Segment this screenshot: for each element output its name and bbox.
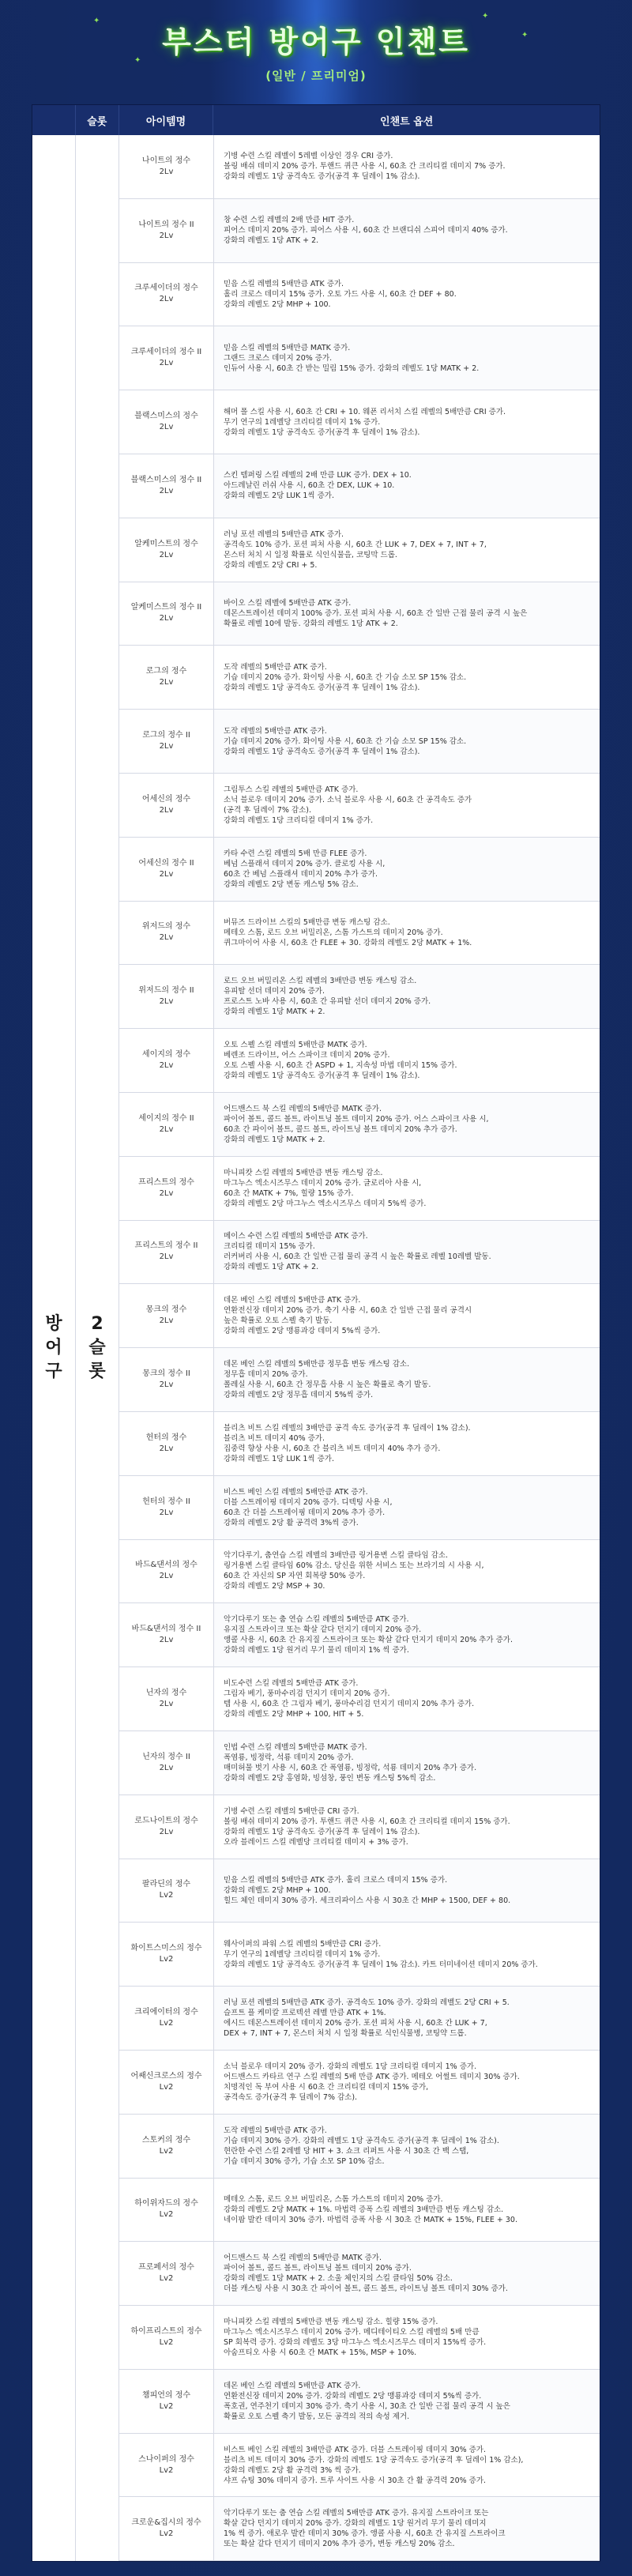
- item-name: 프리스트의 정수: [138, 1177, 194, 1187]
- item-name: 어세신의 정수 II: [138, 858, 194, 868]
- page-header: [0, 0, 632, 89]
- sparkle-icon: ✦: [482, 12, 489, 21]
- item-level: 2Lv: [159, 550, 174, 559]
- item-level: Lv2: [159, 2274, 174, 2284]
- enchant-option: 버뮤즈 드라이브 스킬의 5배만큼 변동 캐스팅 감소. 메테오 스톰, 로드 오브 버밀리온, 스톰 가스트의 데미지 20% 증가. 퀴그마이어 사용 시, 60초 간 FLEE + 30. 강화의 레벨도 2당 MATK + 1%.: [224, 917, 472, 947]
- enchant-option: 러닝 포션 레벨의 5배만큼 ATK 증가. 공격속도 10% 증가. 강화의 레벨도 2당 CRI + 5. 슬프트 플 케미칼 프로텍션 레벨 만큼 ATK + 1%. 에시드 데몬스트레이션 데미지 20% 증가. 포션 피처 사용 시, 60초 간 LUK + 7, DEX + 7, INT + 7, 몬스터 처치 시 일정 확률로 식인식물병, 코팅약 드롭.: [214, 1987, 600, 2050]
- enchant-option: 마니피캇 스킬 레벨의 5배만큼 변동 캐스팅 감소. 힐량 15% 증가. 마그누스 엑소시즈무스 데미지 20% 증가. 메디테이티오 스킬 레벨의 5배 만큼 SP 회복력 증가. 강화의 레벨도 3당 마그누스 엑소시즈무스 데미지 15%씩 증가. 아숨프티오 사용 시 60초 간 MATK + 15%, MSP + 10%.: [224, 2317, 487, 2357]
- table-row: [119, 902, 600, 966]
- item-name-cell: [119, 2242, 214, 2305]
- table-row: [119, 1348, 600, 1412]
- enchant-option: 믿음 스킬 레벨의 5배만큼 MATK 증가. 그랜드 크로스 데미지 20% 증가. 인듀어 사용 시, 60초 간 받는 밀림 15% 증가. 강화의 레벨도 1당 MATK + 2.: [214, 326, 600, 390]
- item-name-cell: [119, 1476, 214, 1539]
- table-row: [119, 838, 600, 902]
- item-level: 2Lv: [159, 1827, 174, 1836]
- item-level: Lv2: [159, 2401, 174, 2411]
- item-level: 2Lv: [159, 614, 174, 623]
- enchant-option: 데몬 베인 스킬 레벨의 5배만큼 ATK 증가. 연환전신장 데미지 20% 증가. 강화의 레벨도 2당 맹룡과강 데미지 5%씩 증가. 폭호권, 연주천기 데미지 30% 증가. 축기 사용 시, 30초 간 일반 근접 물리 공격 시 높은 확률로 오토 스펠 축기 발동, 모든 공격의 적의 속성 제거.: [214, 2370, 600, 2433]
- item-level: 2Lv: [159, 1124, 174, 1134]
- table-row: [119, 2434, 600, 2498]
- item-level: 2Lv: [159, 1316, 174, 1326]
- item-level: 2Lv: [159, 1700, 174, 1709]
- item-name: 알케미스트의 정수: [134, 539, 198, 548]
- table-row: [119, 710, 600, 774]
- item-name: 알케미스트의 정수 II: [130, 603, 202, 612]
- enchant-option: 데몬 베인 스킬 레벨의 5배만큼 정무흡 변동 캐스팅 감소. 정무흡 데미지 20% 증가. 폴레실 사용 시, 60초 간 정무흡 사용 시 높은 확률로 축기 발동. 강화의 레벨도 2당 정무흡 데미지 5%씩 증가.: [214, 1348, 600, 1411]
- table-body: [32, 135, 600, 2561]
- item-name-cell: [119, 774, 214, 837]
- item-level: Lv2: [159, 2529, 174, 2539]
- item-level: 2Lv: [159, 423, 174, 432]
- table-header-slot: 슬롯: [76, 105, 119, 135]
- item-name-cell: [119, 2179, 214, 2242]
- table-row: [119, 1603, 600, 1667]
- item-name: 프로페서의 정수: [138, 2263, 194, 2273]
- enchant-option: 데몬 베인 스킬 레벨의 5배만큼 ATK 증가. 연환전신장 데미지 20% 증가. 축기 사용 시, 60초 간 일반 근접 물리 공격시 높은 확률로 오토 스펠 축기 발동. 강화의 레벨도 2당 맹룡과강 데미지 5%씩 증가.: [224, 1296, 472, 1336]
- item-name-cell: [119, 1987, 214, 2050]
- table-header-item-name: 아이템명: [119, 105, 214, 135]
- table-row: [119, 1667, 600, 1731]
- enchant-option: 비스트 베인 스킬 레벨의 3배만큼 ATK 증가. 더블 스트레이핑 데미지 30% 증가. 블리츠 비트 데미지 30% 증가. 강화의 레벨도 1당 공격속도 증가(공격 후 딜레이 1% 감소), 강화의 레벨도 2당 활 공격력 3% 씩 증가. 샤프 슈팅 30% 데미지 증가. 트루 사이트 사용 시 30초 간 활 공격력 20% 증가.: [224, 2445, 524, 2485]
- item-name: 로그의 정수 II: [142, 731, 190, 740]
- item-name-cell: [119, 2115, 214, 2178]
- table-header-row: [32, 105, 600, 135]
- table-row: [119, 1093, 600, 1157]
- enchant-option: 도작 레벨의 5배만큼 ATK 증가. 기습 데미지 20% 증가. 화이팅 사용 시, 60초 간 기습 소모 SP 15% 감소. 강화의 레벨도 1당 공격속도 증가(공격 후 딜레이 1% 감소).: [214, 710, 600, 773]
- item-level: 2Lv: [159, 1380, 174, 1390]
- enchant-option: 어드밴스드 북 스킬 레벨의 5배만큼 MATK 증가. 파이어 볼트, 콜드 볼트, 라이트닝 볼트 데미지 20% 증가. 강화의 레벨도 1당 MATK + 2. 소울 체인지의 스킬 클타임 50% 감소. 더블 캐스팅 사용 시 30초 간 파이어 볼트, 콜드 볼트, 라이트닝 볼트 데미지 30% 증가.: [214, 2242, 600, 2305]
- table-row: [119, 263, 600, 327]
- item-name: 몽크의 정수 II: [142, 1369, 190, 1379]
- item-name-cell: [119, 1859, 214, 1923]
- item-name: 바드&댄서의 정수 II: [131, 1625, 201, 1634]
- table-row: [119, 1731, 600, 1795]
- item-name: 어쌔신크로스의 정수: [130, 2071, 202, 2081]
- table-row: [119, 1859, 600, 1923]
- item-name: 나이트의 정수: [141, 156, 191, 165]
- item-name: 헌터의 정수 II: [142, 1497, 190, 1506]
- enchant-option: 그림투스 스킬 레벨의 5배만큼 ATK 증가. 소닉 블로우 데미지 20% 증가. 소닉 블로우 사용 시, 60초 간 공격속도 증가 (공격 후 딜레이 7% 감소). 강화의 레벨도 1당 크리티컬 데미지 1% 증가.: [224, 785, 472, 825]
- table-row: [119, 774, 600, 838]
- slot-cell: [76, 135, 119, 2561]
- table-row: [119, 2497, 600, 2561]
- item-name: 크로운&집시의 정수: [131, 2518, 201, 2528]
- table-row: [119, 454, 600, 518]
- item-name: 바드&댄서의 정수: [135, 1561, 198, 1570]
- enchant-table: [32, 104, 600, 2562]
- enchant-option: 로드 오브 버밀리온 스킬 레벨의 3배만큼 변동 캐스팅 감소. 유피탈 선더 데미지 20% 증가. 프로스트 노바 사용 시, 60초 간 유피탈 선더 데미지 20% 증가. 강화의 레벨도 1당 MATK + 2.: [214, 965, 600, 1028]
- enchant-option: 도작 레벨의 5배만큼 ATK 증가. 기습 데미지 30% 증가. 강화의 레벨도 1당 공격속도 증가(공격 후 딜레이 1% 감소). 현란한 수련 스킬 2레벨 당 HIT + 3. 쇼크 리퍼트 사용 시 30초 간 백 스탭, 기습 데미지 30% 증가, 기습 소모 SP 10% 감소.: [214, 2115, 600, 2178]
- table-row: [119, 1284, 600, 1348]
- item-name: 챔피언의 정수: [141, 2390, 191, 2400]
- table-row: [119, 1221, 600, 1285]
- enchant-option: 러닝 포션 레벨의 5배만큼 ATK 증가. 공격속도 10% 증가. 포션 피처 사용 시, 60초 간 LUK + 7, DEX + 7, INT + 7, 몬스터 처치 시 일정 확률로 식인식물을, 코팅막 드롭. 강화의 레벨도 2당 CRI + 5.: [224, 529, 487, 570]
- equipment-type-label: 방 어 구: [45, 1314, 62, 1381]
- enchant-option: 웨사이퍼의 파워 스킬 레벨의 5배만큼 CRI 증가. 무기 연구의 1레벨당 크리티컬 데미지 1% 증가. 강화의 레벨도 1당 공격속도 증가(공격 후 딜레이 1% 감소). 카트 터미네이션 데미지 20% 증가.: [224, 1939, 538, 1969]
- sparkle-icon: ✦: [134, 56, 141, 65]
- item-level: 2Lv: [159, 167, 174, 176]
- item-name-cell: [119, 1157, 214, 1220]
- item-name: 크루세이더의 정수 II: [130, 348, 202, 357]
- table-row: [119, 1540, 600, 1604]
- table-row: [119, 1157, 600, 1221]
- page-subtitle: (일반 / 프리미엄): [265, 69, 367, 83]
- enchant-option: 소닉 블로우 데미지 20% 증가. 강화의 레벨도 1당 크리티컬 데미지 1% 증가. 어드밴스드 카타르 연구 스킬 레벨의 5배 만큼 ATK 증가. 메테오 어썰트 데미지 30% 증가. 치명적인 독 부여 사용 시 60초 간 크리티컬 데미지 15% 증가, 공격속도 증가(공격 후 딜레이 7% 감소).: [224, 2062, 520, 2102]
- item-name-cell: [119, 582, 214, 646]
- item-level: 2Lv: [159, 678, 174, 687]
- item-level: Lv2: [159, 2337, 174, 2347]
- item-name: 화이트스미스의 정수: [130, 1944, 202, 1953]
- item-level: Lv2: [159, 2146, 174, 2156]
- item-name: 블랙스미스의 정수: [134, 412, 198, 421]
- item-name-cell: [119, 1029, 214, 1092]
- enchant-option: 바이오 스킬 레벨에 5배만큼 ATK 증가. 데몬스트레이션 데미지 100% 증가. 포션 피처 사용 시, 60초 간 일반 근접 물리 공격 시 높은 확률로 레벨 10에 발동. 강화의 레벨도 1당 ATK + 2.: [214, 582, 600, 646]
- item-level: 2Lv: [159, 1188, 174, 1198]
- item-name-cell: [119, 1221, 214, 1284]
- item-name: 헌터의 정수: [145, 1433, 187, 1442]
- table-row: [119, 1412, 600, 1476]
- item-level: 2Lv: [159, 1252, 174, 1262]
- item-name: 어세신의 정수: [141, 794, 191, 804]
- item-name: 위저드의 정수: [141, 922, 191, 932]
- item-name: 몽크의 정수: [145, 1305, 187, 1315]
- page-title: 부스터 방어구 인챈트: [162, 24, 470, 59]
- item-name-cell: [119, 838, 214, 901]
- enchant-option: 기병 수련 스킬 레벨의 5배만큼 CRI 증가. 볼링 배쉬 데미지 20% 증가. 투핸드 퀴큰 사용 시, 60초 간 크리티컬 데미지 15% 증가. 강화의 레벨도 1당 공격속도 증가(공격 후 딜레이 1% 감소). 오라 블레이드 스킬 레벨당 크리티컬 데미지 + 3% 증가.: [224, 1806, 510, 1847]
- item-name-cell: [119, 902, 214, 965]
- item-level: 2Lv: [159, 295, 174, 304]
- table-row: [119, 135, 600, 199]
- item-level: 2Lv: [159, 997, 174, 1007]
- enchant-option: 카타 수련 스킬 레벨의 5배 만큼 FLEE 증가. 베넘 스플래셔 데미지 20% 증가. 클로킹 사용 시, 60초 간 베넘 스플래셔 데미지 20% 추가 증가. 강화의 레벨도 2당 변동 캐스팅 5% 감소.: [214, 838, 600, 901]
- item-name: 하이위자드의 정수: [134, 2199, 198, 2209]
- item-level: 2Lv: [159, 486, 174, 495]
- item-level: 2Lv: [159, 869, 174, 879]
- item-name-cell: [119, 646, 214, 709]
- enchant-option: 메테오 스톰, 로드 오브 버밀리온, 스톰 가스트의 데미지 20% 증가. 강화의 레벨도 2당 MATK + 1%. 마법력 증폭 스킬 레벨의 3배만큼 변동 캐스팅 감소. 네이팜 발칸 데미지 30% 증가. 마법력 증폭 사용 시 30초 간 MATK + 15%, FLEE + 30.: [224, 2194, 517, 2224]
- enchant-rows: [119, 135, 600, 2561]
- item-level: Lv2: [159, 2082, 174, 2092]
- table-row: [119, 965, 600, 1029]
- sparkle-icon: ✦: [93, 17, 100, 25]
- enchant-option: 비스트 베인 스킬 레벨의 5배만큼 ATK 증가. 더블 스트레이핑 데미지 20% 증가. 디텍팅 사용 시, 60초 간 더블 스트레이핑 데미지 20% 추가 증가. 강화의 레벨도 2당 활 공격력 3%씩 증가.: [214, 1476, 600, 1539]
- item-name-cell: [119, 2370, 214, 2433]
- item-name: 크리에이터의 정수: [134, 2008, 198, 2017]
- enchant-option: 악기다루기 또는 춤 연습 스킬 레벨의 5배만큼 ATK 증가. 유지질 스트라이크 또는 확살 같다 던지기 데미지 20% 증가. 앵콜 사용 시, 60초 간 유지질 스트라이크 또는 확살 같다 던지기 데미지 20% 추가 증가. 강화의 레벨도 1당 원거리 무기 물리 데미지 1% 씩 증가.: [214, 1603, 600, 1666]
- item-name-cell: [119, 1667, 214, 1731]
- table-row: [119, 2370, 600, 2434]
- table-row: [119, 1029, 600, 1093]
- item-name: 스나이퍼의 정수: [138, 2454, 194, 2464]
- item-name-cell: [119, 1284, 214, 1347]
- item-name-cell: [119, 1540, 214, 1603]
- enchant-option: 메이스 수련 스킬 레벨의 5배만큼 ATK 증가. 크리티컬 데미지 15% 증가. 러커버리 사용 시, 60초 간 일반 근접 물리 공격 시 높은 확률로 레벨 10레벨 발동. 강화의 레벨도 1당 ATK + 2.: [214, 1221, 600, 1284]
- slot-label: 2 슬 롯: [88, 1314, 106, 1381]
- item-name-cell: [119, 2497, 214, 2560]
- item-name-cell: [119, 518, 214, 582]
- item-level: 2Lv: [159, 359, 174, 368]
- table-row: [119, 1987, 600, 2051]
- item-name-cell: [119, 454, 214, 518]
- enchant-option: 해머 폴 스킬 사용 시, 60초 간 CRI + 10. 웨폰 리서치 스킬 레벨의 5배만큼 CRI 증가. 무기 연구의 1레벨당 크리티컬 데미지 1% 증가. 강화의 레벨도 1당 공격속도 증가(공격 후 딜레이 1% 감소).: [224, 407, 506, 437]
- table-row: [119, 1923, 600, 1987]
- item-level: Lv2: [159, 2019, 174, 2028]
- item-level: 2Lv: [159, 1061, 174, 1071]
- item-name-cell: [119, 390, 214, 454]
- table-row: [119, 199, 600, 263]
- item-level: 2Lv: [159, 742, 174, 751]
- item-name: 팔라딘의 정수: [141, 1880, 191, 1889]
- item-name: 나이트의 정수 II: [138, 220, 194, 229]
- item-name-cell: [119, 965, 214, 1028]
- item-name-cell: [119, 199, 214, 262]
- item-name-cell: [119, 2051, 214, 2114]
- enchant-option: 도작 레벨의 5배만큼 ATK 증가. 기습 데미지 20% 증가. 화이팅 사용 시, 60초 간 기습 소모 SP 15% 감소. 강화의 레벨도 1당 공격속도 증가(공격 후 딜레이 1% 감소).: [224, 662, 467, 692]
- enchant-option: 마니피캇 스킬 레벨의 5배만큼 변동 캐스팅 감소. 마그누스 엑소시즈무스 데미지 20% 증가. 글로리아 사용 시, 60초 간 MATK + 7%, 힐량 15% 증가. 강화의 레벨도 2당 마그누스 엑소시즈무스 데미지 5%씩 증가.: [224, 1168, 427, 1208]
- table-row: [119, 390, 600, 454]
- item-level: 2Lv: [159, 1763, 174, 1772]
- table-header-empty: [32, 105, 76, 135]
- enchant-option: 어드밴스드 북 스킬 레벨의 5배만큼 MATK 증가. 파이어 볼트, 콜드 볼트, 라이트닝 볼트 데미지 20% 증가. 어스 스파이크 사용 시, 60초 간 파이어 볼트, 콜드 볼트, 라이트닝 볼트 데미지 20% 추가 증가. 강화의 레벨도 1당 MATK + 2.: [214, 1093, 600, 1156]
- enchant-option: 믿음 스킬 레벨의 5배만큼 ATK 증가. 홀리 크로스 데미지 15% 증가. 오토 가드 사용 시, 60초 간 DEF + 80. 강화의 레벨도 2당 MHP + 100.: [224, 279, 457, 309]
- item-name-cell: [119, 1348, 214, 1411]
- item-name-cell: [119, 326, 214, 390]
- sparkle-icon: ✦: [521, 31, 529, 40]
- item-name-cell: [119, 2306, 214, 2369]
- item-name-cell: [119, 263, 214, 326]
- item-level: Lv2: [159, 1955, 174, 1964]
- table-row: [119, 2179, 600, 2243]
- item-level: Lv2: [159, 2465, 174, 2475]
- enchant-option: 악기다루기 또는 춤 연습 스킬 레벨의 5배만큼 ATK 증가. 유지질 스트라이크 또는 확살 같다 던지기 데미지 20% 증가. 강화의 레벨도 1당 원거리 무기 물리 데미지 1% 씩 증가. 애로우 발칸 데미지 30% 증가. 앵콜 사용 시, 60초 간 유지질 스트라이크 또는 확살 같다 던지기 데미지 20% 추가 증가, 변동 캐스팅 20% 감소.: [214, 2497, 600, 2560]
- enchant-option: 믿음 스킬 레벨의 5배만큼 ATK 증가. 홀리 크로스 데미지 15% 증가. 강화의 레벨도 2당 MHP + 100. 힐드 체인 데미지 30% 증가. 세크리파이스 사용 시 30초 간 MHP + 1500, DEF + 80.: [214, 1859, 600, 1923]
- enchant-option: 기병 수련 스킬 레벨이 5레벨 이상인 경우 CRI 증가. 볼링 배쉬 데미지 20% 증가. 투핸드 퀴큰 사용 시, 60초 간 크리티컬 데미지 7% 증가. 강화의 레벨도 1당 공격속도 증가(공격 후 딜레이 1% 감소).: [224, 152, 506, 182]
- item-name-cell: [119, 1923, 214, 1986]
- item-name-cell: [119, 1412, 214, 1475]
- item-level: 2Lv: [159, 933, 174, 943]
- item-name: 프리스트의 정수 II: [134, 1241, 198, 1251]
- enchant-option: 비도수련 스킬 레벨의 5배만큼 ATK 증가. 그림자 베기, 풍마수리검 던지기 데미지 20% 증가. 템 사용 시, 60초 간 그림자 베기, 풍마수리검 던지기 데미지 20% 추가 증가. 강화의 레벨도 2당 MHP + 100, HIT + 5.: [224, 1679, 475, 1719]
- equipment-type-cell: [32, 135, 76, 2561]
- item-name: 로그의 정수: [145, 667, 187, 676]
- item-name-cell: [119, 1093, 214, 1156]
- table-row: [119, 1795, 600, 1859]
- item-name: 스토커의 정수: [141, 2135, 191, 2145]
- item-level: 2Lv: [159, 805, 174, 815]
- item-name: 하이프리스트의 정수: [130, 2326, 202, 2336]
- item-name: 닌자의 정수: [145, 1689, 187, 1698]
- item-name-cell: [119, 710, 214, 773]
- table-header-enchant-option: 인챈트 옵션: [380, 115, 434, 128]
- item-name: 크루세이더의 정수: [134, 284, 198, 293]
- table-row: [119, 582, 600, 646]
- table-row: [119, 1476, 600, 1540]
- item-level: Lv2: [159, 2210, 174, 2220]
- item-name: 세이지의 정수 II: [138, 1113, 194, 1123]
- item-name: 블랙스미스의 정수 II: [130, 475, 202, 484]
- enchant-option: 악기다루기, 춤연습 스킬 레벨의 3배만큼 링거용변 스킬 클타임 감소. 링거용변 스킬 클타임 60% 감소. 당신을 위한 서비스 또는 브라기의 시 사용 시, 60초 간 자신의 SP 자연 회복량 50% 증가. 강화의 레벨도 2당 MSP + 30.: [224, 1551, 484, 1591]
- item-name-cell: [119, 1795, 214, 1859]
- item-level: Lv2: [159, 1891, 174, 1900]
- item-level: 2Lv: [159, 231, 174, 240]
- item-level: 2Lv: [159, 1636, 174, 1645]
- table-row: [119, 2051, 600, 2115]
- item-level: 2Lv: [159, 1572, 174, 1581]
- item-name-cell: [119, 135, 214, 198]
- table-row: [119, 518, 600, 582]
- table-row: [119, 2306, 600, 2370]
- table-row: [119, 2115, 600, 2179]
- enchant-option: 오토 스펠 스킬 레벨의 5배만큼 MATK 증가. 베렌조 드라이브, 어스 스파이크 데미지 20% 증가. 오토 스펠 사용 시, 60초 간 ASPD + 1, 지속성 마법 데미지 15% 증가. 강화의 레벨도 1당 공격속도 증가(공격 후 딜레이 1% 감소).: [224, 1041, 457, 1081]
- table-row: [119, 2242, 600, 2306]
- item-name-cell: [119, 2434, 214, 2497]
- enchant-option: 스킨 템퍼링 스킬 레벨의 2배 만큼 LUK 증가. DEX + 10. 아드레날린 러쉬 사용 시, 60초 간 DEX, LUK + 10. 강화의 레벨도 2당 LUK 1씩 증가.: [214, 454, 600, 518]
- item-name: 위저드의 정수 II: [138, 986, 194, 996]
- table-row: [119, 326, 600, 390]
- item-name: 세이지의 정수: [141, 1050, 191, 1060]
- item-name: 로드나이트의 정수: [134, 1816, 198, 1825]
- table-row: [119, 646, 600, 710]
- item-name-cell: [119, 1731, 214, 1795]
- item-name: 닌자의 정수 II: [142, 1752, 190, 1761]
- enchant-option: 창 수련 스킬 레벨의 2배 만큼 HIT 증가. 피어스 데미지 20% 증가. 피어스 사용 시, 60초 간 브랜디쉬 스피어 데미지 40% 증가. 강화의 레벨도 1당 ATK + 2.: [214, 199, 600, 262]
- item-name-cell: [119, 1603, 214, 1666]
- item-level: 2Lv: [159, 1444, 174, 1453]
- item-level: 2Lv: [159, 1508, 174, 1517]
- enchant-option: 인법 수련 스킬 레벨의 5배만큼 MATK 증가. 폭염룡, 빙정락, 석룡 데미지 20% 증가. 매미허물 벗기 사용 시, 60초 간 폭염룡, 빙정락, 석룡 데미지 20% 추가 증가. 강화의 레벨도 2당 홍염화, 빙섬창, 풍인 변동 캐스팅 5%씩 감소.: [214, 1731, 600, 1795]
- enchant-option: 블리츠 비트 스킬 레벨의 3배만큼 공격 속도 증가(공격 후 딜레이 1% 감소). 블리츠 비트 데미지 40% 증가. 집중력 향상 사용 시, 60초 간 블리츠 비트 데미지 40% 추가 증가. 강화의 레벨도 1당 LUK 1씩 증가.: [224, 1423, 471, 1463]
